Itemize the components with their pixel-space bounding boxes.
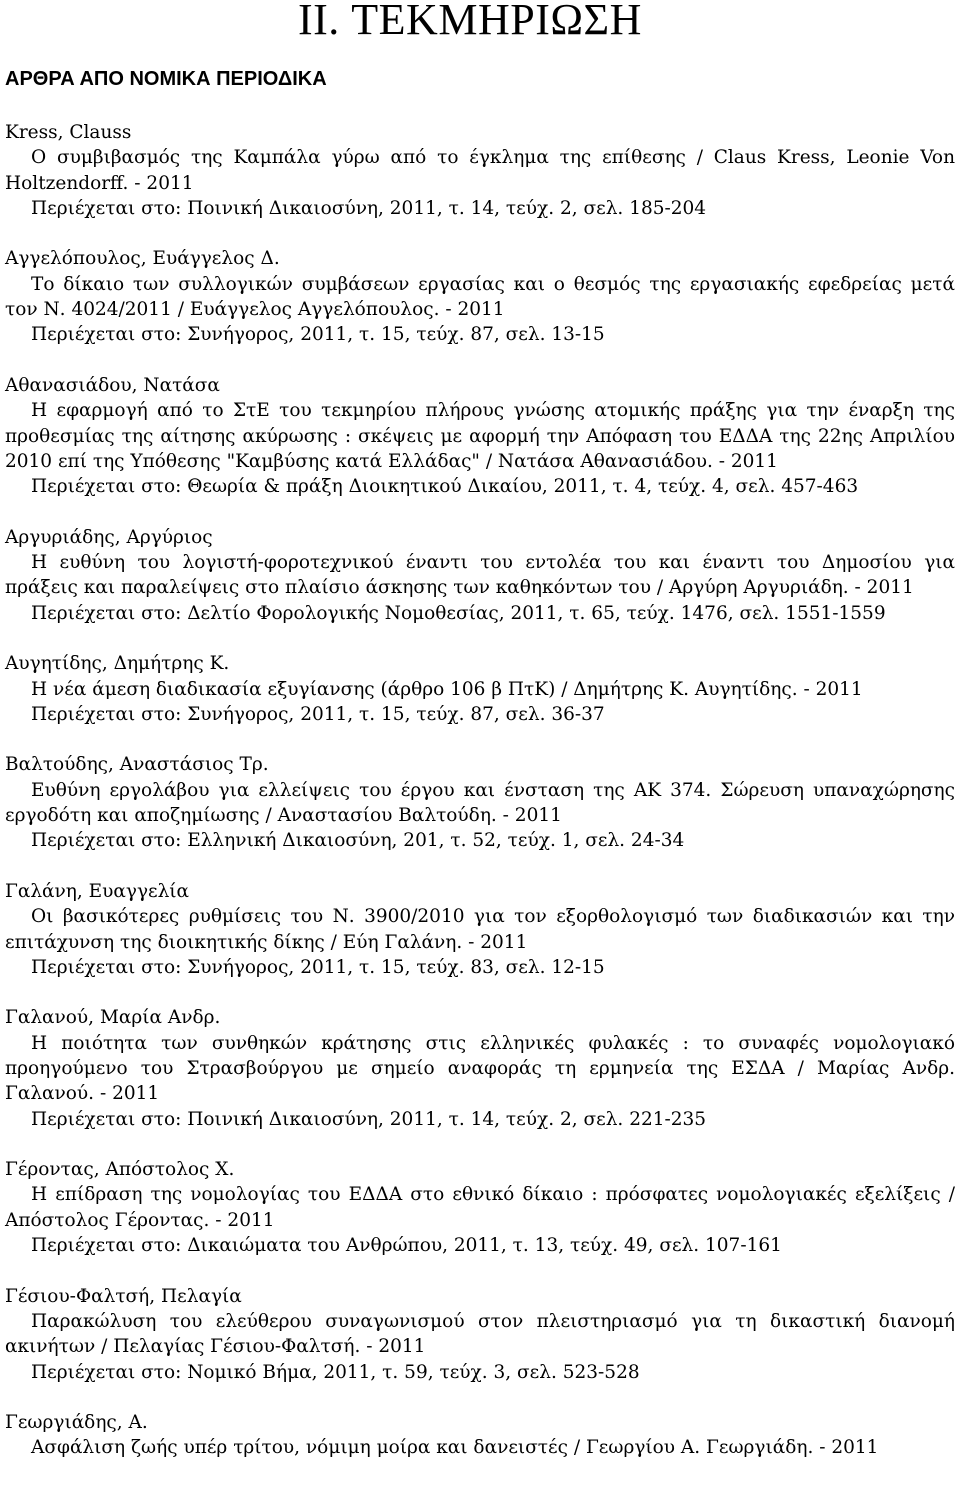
entry-source: Περιέχεται στο: Ελληνική Δικαιοσύνη, 201, τ. 52, τεύχ. 1, σελ. 24-34 (31, 830, 685, 852)
bibliography-entry (5, 752, 955, 853)
entry-source: Περιέχεται στο: Ποινική Δικαιοσύνη, 2011, τ. 14, τεύχ. 2, σελ. 185-204 (31, 197, 707, 219)
entry-title: Η επίδραση της νομολογίας του ΕΔΔΑ στο εθνικό δίκαιο : πρόσφατες νομολογιακές εξελίξεις / Απόστολος Γέροντας. - 2011 (5, 1184, 955, 1231)
bibliography-entry (5, 879, 955, 980)
entry-title: Ο συμβιβασμός της Καμπάλα γύρω από το έγκλημα της επίθεσης / Claus Kress, Leonie Von Holtzendorff. - 2011 (5, 147, 955, 194)
bibliography-entry (5, 651, 955, 727)
page-title: II. ΤΕΚΜΗΡΙΩΣΗ (298, 0, 642, 44)
bibliography-entry (5, 1157, 955, 1258)
entry-source: Περιέχεται στο: Δικαιώματα του Ανθρώπου, 2011, τ. 13, τεύχ. 49, σελ. 107-161 (31, 1235, 782, 1257)
bibliography-entry (5, 1410, 955, 1461)
bibliography-entry (5, 1005, 955, 1131)
entry-author: Γεωργιάδης, Α. (5, 1412, 148, 1434)
entry-title: Οι βασικότερες ρυθμίσεις του Ν. 3900/2010 για τον εξορθολογισμό των διαδικασιών και την επιτάχυνση της διοικητικής δίκης / Εύη Γαλάνη. - 2011 (5, 906, 955, 953)
entry-author: Γαλανού, Μαρία Ανδρ. (5, 1007, 221, 1029)
entry-title: Η ευθύνη του λογιστή-φοροτεχνικού έναντι του εντολέα του και έναντι του Δημοσίου για πράξεις και παραλείψεις στο πλαίσιο άσκησης των καθηκόντων του / Αργύρη Αργυριάδη. - 2011 (5, 552, 955, 599)
entry-source: Περιέχεται στο: Θεωρία & πράξη Διοικητικού Δικαίου, 2011, τ. 4, τεύχ. 4, σελ. 457-463 (31, 476, 859, 498)
bibliography-list (5, 120, 955, 1486)
entry-title: Η νέα άμεση διαδικασία εξυγίανσης (άρθρο 106 β ΠτΚ) / Δημήτρης Κ. Αυγητίδης. - 2011 (31, 678, 863, 700)
entry-title: Το δίκαιο των συλλογικών συμβάσεων εργασίας και ο θεσμός της εργασιακής εφεδρείας μετά τον Ν. 4024/2011 / Ευάγγελος Αγγελόπουλος. - 2011 (5, 273, 955, 321)
entry-author: Γέσιου-Φαλτσή, Πελαγία (5, 1285, 242, 1307)
entry-author: Αγγελόπουλος, Ευάγγελος Δ. (5, 248, 280, 270)
bibliography-entry (5, 373, 955, 499)
entry-source: Περιέχεται στο: Ποινική Δικαιοσύνη, 2011, τ. 14, τεύχ. 2, σελ. 221-235 (31, 1108, 707, 1130)
entry-title: Ασφάλιση ζωής υπέρ τρίτου, νόμιμη μοίρα και δανειστές / Γεωργίου Α. Γεωργιάδη. - 2011 (31, 1437, 879, 1459)
entry-author: Αυγητίδης, Δημήτρης Κ. (5, 653, 230, 675)
entry-title: Παρακώλυση του ελεύθερου συναγωνισμού στον πλειστηριασμό για τη δικαστική διανομή ακινήτων / Πελαγίας Γέσιου-Φαλτσή. - 2011 (5, 1310, 955, 1358)
entry-source: Περιέχεται στο: Νομικό Βήμα, 2011, τ. 59, τεύχ. 3, σελ. 523-528 (31, 1361, 640, 1383)
entry-author: Αθανασιάδου, Νατάσα (5, 374, 220, 396)
entry-source: Περιέχεται στο: Δελτίο Φορολογικής Νομοθεσίας, 2011, τ. 65, τεύχ. 1476, σελ. 1551-1559 (31, 602, 886, 624)
entry-source: Περιέχεται στο: Συνήγορος, 2011, τ. 15, τεύχ. 87, σελ. 36-37 (31, 703, 605, 725)
bibliography-entry (5, 1284, 955, 1385)
bibliography-entry (5, 246, 955, 347)
section-heading: ΑΡΘΡΑ ΑΠΟ ΝΟΜΙΚΑ ΠΕΡΙΟΔΙΚΑ (5, 68, 327, 90)
entry-author: Αργυριάδης, Αργύριος (5, 526, 213, 548)
entry-title: Η εφαρμογή από το ΣτΕ του τεκμηρίου πλήρους γνώσης ατομικής πράξης για την έναρξη της προθεσμίας της αίτησης ακύρωσης : σκέψεις με αφορμή την Απόφαση του ΕΔΔΑ της 22ης Απριλίου 2010 επί της Υπόθεσης "Καμβύσης κατά Ελλάδας" / Νατάσα Αθανασιάδου. - 2011 (5, 400, 955, 472)
entry-source: Περιέχεται στο: Συνήγορος, 2011, τ. 15, τεύχ. 87, σελ. 13-15 (31, 324, 605, 346)
entry-author: Kress, Clauss (5, 122, 132, 143)
entry-source: Περιέχεται στο: Συνήγορος, 2011, τ. 15, τεύχ. 83, σελ. 12-15 (31, 956, 605, 978)
entry-author: Γέροντας, Απόστολος Χ. (5, 1159, 235, 1181)
entry-author: Βαλτούδης, Αναστάσιος Τρ. (5, 754, 269, 776)
entry-author: Γαλάνη, Ευαγγελία (5, 880, 190, 902)
bibliography-entry (5, 525, 955, 626)
bibliography-entry (5, 120, 955, 221)
entry-title: Η ποιότητα των συνθηκών κράτησης στις ελληνικές φυλακές : το συναφές νομολογιακό προηγούμενο του Στρασβούργου με σημείο αναφοράς τη ερμηνεία της ΕΣΔΑ / Μαρίας Ανδρ. Γαλανού. - 2011 (5, 1032, 955, 1105)
entry-title: Ευθύνη εργολάβου για ελλείψεις του έργου και ένσταση της ΑΚ 374. Σώρευση υπαναχώρησης εργοδότη και αποζημίωσης / Αναστασίου Βαλτούδη. - 2011 (5, 779, 955, 827)
